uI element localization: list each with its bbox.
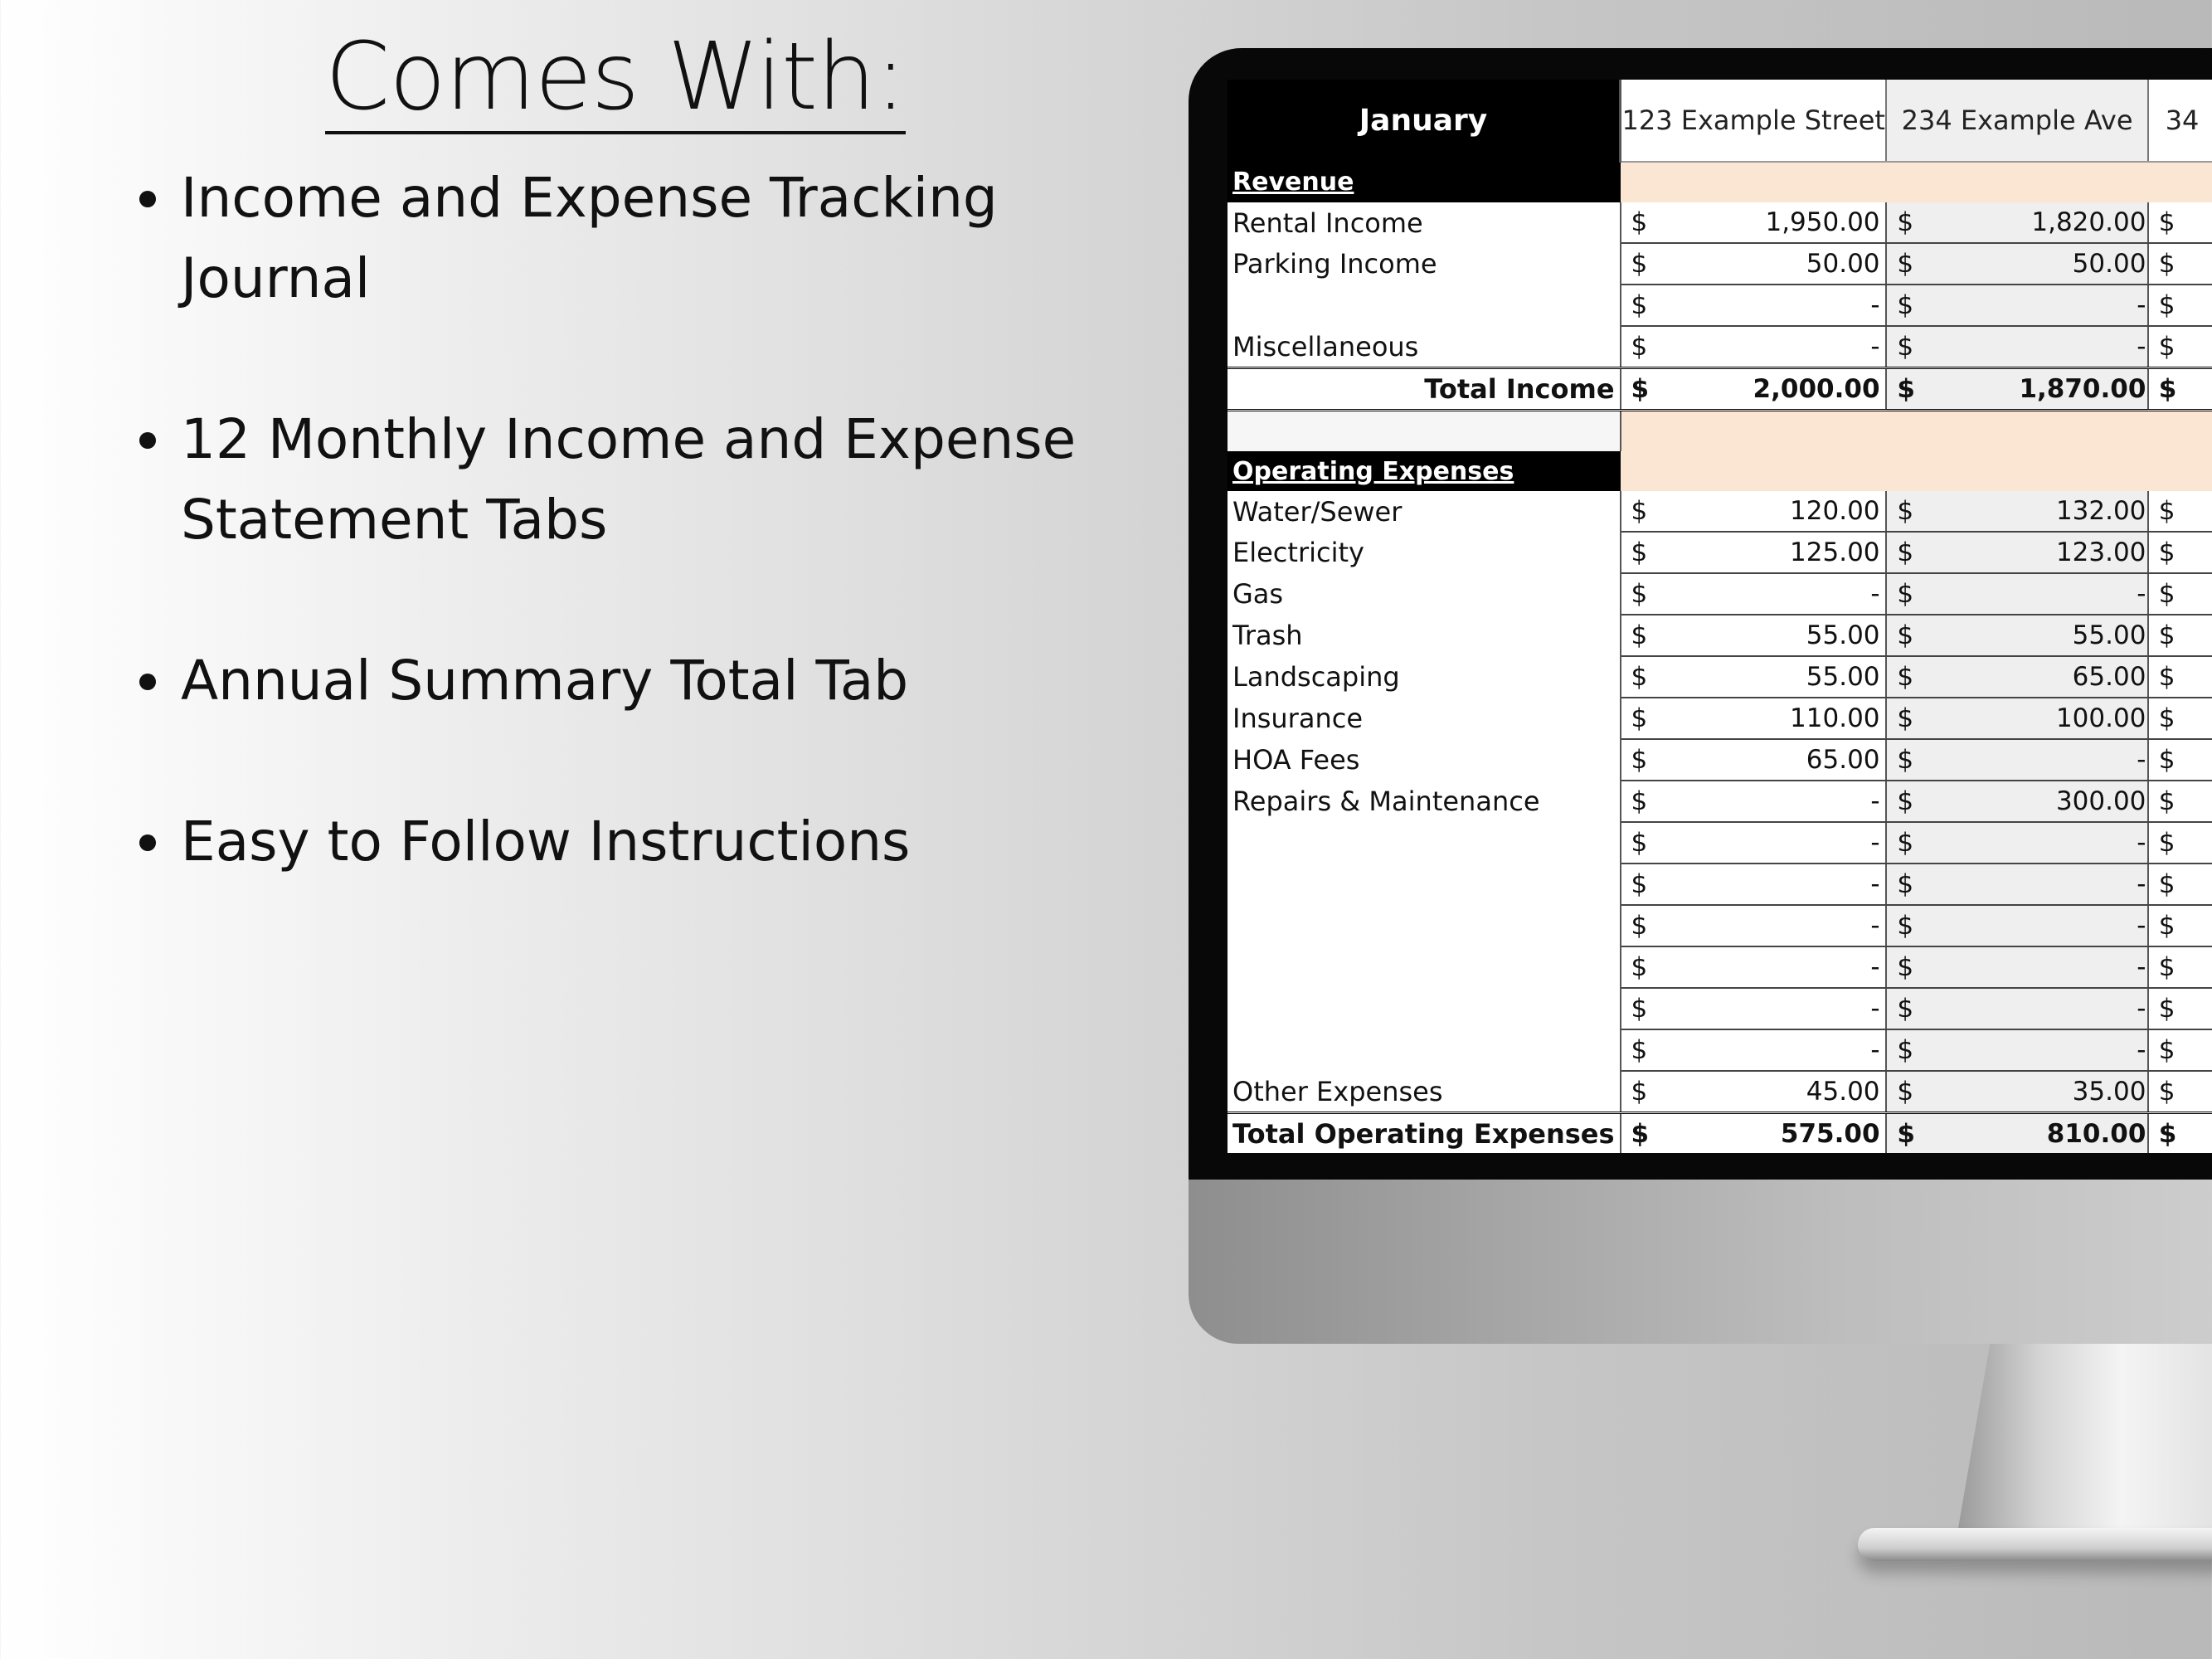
- row-label[interactable]: Electricity: [1228, 532, 1621, 573]
- amount-cell[interactable]: [1886, 656, 2147, 698]
- amount-value: 132.00: [2055, 496, 2146, 526]
- row-label[interactable]: Insurance: [1228, 698, 1621, 739]
- amount-cell[interactable]: [1621, 656, 1887, 698]
- amount-cell[interactable]: [1886, 864, 2147, 905]
- table-row: [1228, 822, 2212, 864]
- currency-symbol: $: [1631, 745, 1648, 775]
- currency-symbol: $: [2158, 1119, 2177, 1149]
- amount-cell[interactable]: [1621, 864, 1887, 905]
- table-row: [1228, 1029, 2212, 1071]
- amount-cell[interactable]: [1886, 285, 2147, 326]
- section-title: Revenue: [1228, 162, 1621, 202]
- table-row: [1228, 946, 2212, 988]
- section-fill-cell: [1621, 162, 1887, 202]
- currency-symbol: $: [1631, 1035, 1648, 1065]
- currency-symbol: $: [1631, 332, 1648, 362]
- amount-value: 65.00: [1806, 745, 1880, 775]
- property-header[interactable]: 123 Example Street: [1621, 80, 1887, 162]
- currency-symbol: $: [2158, 496, 2176, 526]
- amount-value: -: [1870, 579, 1880, 609]
- amount-value: 110.00: [1790, 703, 1880, 733]
- amount-cell[interactable]: [1886, 1071, 2147, 1113]
- amount-cell[interactable]: [1886, 573, 2147, 615]
- row-label[interactable]: Repairs & Maintenance: [1228, 781, 1621, 822]
- amount-cell[interactable]: [2148, 698, 2212, 739]
- row-label[interactable]: [1228, 864, 1621, 905]
- total-label: Total Operating Expenses: [1228, 1113, 1621, 1154]
- amount-value: 810.00: [2046, 1119, 2146, 1149]
- amount-value: -: [1870, 332, 1880, 362]
- month-header[interactable]: January: [1228, 80, 1621, 162]
- amount-cell[interactable]: [2148, 946, 2212, 988]
- amount-cell[interactable]: [2148, 1113, 2212, 1154]
- total-row: [1228, 1113, 2212, 1154]
- amount-value: 1,950.00: [1765, 207, 1880, 237]
- income-expense-sheet: [1228, 80, 2212, 1153]
- spacer-cell: [1621, 411, 1887, 452]
- amount-value: 50.00: [2072, 249, 2146, 279]
- row-label[interactable]: Parking Income: [1228, 243, 1621, 285]
- amount-cell[interactable]: [1886, 1113, 2147, 1154]
- currency-symbol: $: [2158, 745, 2176, 775]
- amount-cell[interactable]: [1886, 326, 2147, 368]
- amount-value: 2,000.00: [1753, 374, 1880, 404]
- currency-symbol: $: [1897, 538, 1914, 567]
- amount-cell[interactable]: [1886, 368, 2147, 411]
- table-row: [1228, 573, 2212, 615]
- amount-cell[interactable]: [1621, 368, 1887, 411]
- amount-cell[interactable]: [2148, 368, 2212, 411]
- amount-cell[interactable]: [2148, 615, 2212, 656]
- currency-symbol: $: [1631, 374, 1650, 404]
- row-label[interactable]: [1228, 1029, 1621, 1071]
- amount-cell[interactable]: [1621, 781, 1887, 822]
- currency-symbol: $: [1631, 1119, 1650, 1149]
- amount-value: 45.00: [1806, 1077, 1880, 1107]
- amount-cell[interactable]: [1621, 243, 1887, 285]
- currency-symbol: $: [1897, 1119, 1915, 1149]
- amount-cell[interactable]: [1886, 905, 2147, 946]
- currency-symbol: $: [1897, 207, 1914, 237]
- currency-symbol: $: [2158, 538, 2176, 567]
- table-row: [1228, 532, 2212, 573]
- row-label[interactable]: Gas: [1228, 573, 1621, 615]
- currency-symbol: $: [1631, 538, 1648, 567]
- amount-cell[interactable]: [1886, 781, 2147, 822]
- section-fill-cell: [1886, 451, 2147, 491]
- currency-symbol: $: [1897, 745, 1914, 775]
- amount-value: -: [2137, 579, 2146, 609]
- amount-value: 1,820.00: [2031, 207, 2146, 237]
- amount-cell[interactable]: [2148, 656, 2212, 698]
- section-fill-cell: [2148, 162, 2212, 202]
- currency-symbol: $: [2158, 703, 2176, 733]
- table-row: [1228, 243, 2212, 285]
- amount-cell[interactable]: [2148, 781, 2212, 822]
- amount-value: 100.00: [2055, 703, 2146, 733]
- currency-symbol: $: [2158, 332, 2176, 362]
- spacer-row: [1228, 411, 2212, 452]
- amount-cell[interactable]: [1886, 698, 2147, 739]
- currency-symbol: $: [1631, 496, 1648, 526]
- currency-symbol: $: [1897, 249, 1914, 279]
- currency-symbol: $: [1897, 620, 1914, 650]
- amount-cell[interactable]: [1886, 615, 2147, 656]
- currency-symbol: $: [2158, 1077, 2176, 1107]
- amount-value: -: [1870, 869, 1880, 899]
- amount-cell[interactable]: [1621, 1029, 1887, 1071]
- feature-list: [133, 158, 1159, 882]
- row-label[interactable]: HOA Fees: [1228, 739, 1621, 781]
- currency-symbol: $: [1897, 662, 1914, 692]
- amount-value: -: [2137, 332, 2146, 362]
- row-label[interactable]: Miscellaneous: [1228, 326, 1621, 368]
- amount-value: 300.00: [2055, 786, 2146, 816]
- amount-value: -: [1870, 952, 1880, 982]
- currency-symbol: $: [2158, 911, 2176, 941]
- amount-cell[interactable]: [1886, 491, 2147, 532]
- currency-symbol: $: [1631, 869, 1648, 899]
- currency-symbol: $: [1631, 786, 1648, 816]
- amount-value: 125.00: [1790, 538, 1880, 567]
- currency-symbol: $: [2158, 828, 2176, 858]
- total-row: [1228, 368, 2212, 411]
- amount-value: 55.00: [1806, 662, 1880, 692]
- feature-item: 12 Monthly Income and Expense Statement Tabs: [133, 399, 1159, 560]
- property-header[interactable]: 34: [2148, 80, 2212, 162]
- amount-cell[interactable]: [1621, 822, 1887, 864]
- monitor-stand-base: [1858, 1528, 2212, 1561]
- currency-symbol: $: [1631, 952, 1648, 982]
- table-row: [1228, 202, 2212, 243]
- row-label[interactable]: Other Expenses: [1228, 1071, 1621, 1113]
- spacer-cell: [1886, 411, 2147, 452]
- amount-cell[interactable]: [2148, 905, 2212, 946]
- row-label[interactable]: [1228, 822, 1621, 864]
- table-row: [1228, 1071, 2212, 1113]
- amount-cell[interactable]: [1621, 326, 1887, 368]
- property-header[interactable]: 234 Example Ave: [1886, 80, 2147, 162]
- amount-cell[interactable]: [2148, 864, 2212, 905]
- amount-cell[interactable]: [1886, 946, 2147, 988]
- currency-symbol: $: [1897, 911, 1914, 941]
- section-title: Operating Expenses: [1228, 451, 1621, 491]
- amount-cell[interactable]: [2148, 1029, 2212, 1071]
- table-row: [1228, 491, 2212, 532]
- currency-symbol: $: [2158, 952, 2176, 982]
- table-row: [1228, 988, 2212, 1029]
- currency-symbol: $: [1631, 911, 1648, 941]
- amount-value: -: [1870, 290, 1880, 320]
- amount-cell[interactable]: [1886, 202, 2147, 243]
- table-row: [1228, 285, 2212, 326]
- currency-symbol: $: [1897, 579, 1914, 609]
- amount-value: -: [1870, 786, 1880, 816]
- amount-cell[interactable]: [1886, 739, 2147, 781]
- currency-symbol: $: [1631, 1077, 1648, 1107]
- currency-symbol: $: [1631, 828, 1648, 858]
- table-row: [1228, 656, 2212, 698]
- page-title: Comes With:: [325, 23, 906, 134]
- section-fill-cell: [1886, 162, 2147, 202]
- row-label[interactable]: Rental Income: [1228, 202, 1621, 243]
- table-row: [1228, 739, 2212, 781]
- row-label[interactable]: [1228, 285, 1621, 326]
- amount-value: -: [2137, 828, 2146, 858]
- amount-value: 65.00: [2072, 662, 2146, 692]
- row-label[interactable]: Landscaping: [1228, 656, 1621, 698]
- currency-symbol: $: [1897, 496, 1914, 526]
- amount-cell[interactable]: [1621, 988, 1887, 1029]
- currency-symbol: $: [1631, 994, 1648, 1024]
- amount-cell[interactable]: [1621, 573, 1887, 615]
- row-label[interactable]: [1228, 946, 1621, 988]
- amount-cell[interactable]: [1886, 532, 2147, 573]
- currency-symbol: $: [1631, 620, 1648, 650]
- currency-symbol: $: [2158, 1035, 2176, 1065]
- currency-symbol: $: [2158, 207, 2176, 237]
- amount-cell[interactable]: [2148, 739, 2212, 781]
- monitor-chin: [1189, 1180, 2212, 1344]
- amount-value: -: [1870, 911, 1880, 941]
- row-label[interactable]: Trash: [1228, 615, 1621, 656]
- feature-item: Income and Expense Tracking Journal: [133, 158, 1159, 319]
- currency-symbol: $: [1631, 662, 1648, 692]
- amount-value: -: [1870, 1035, 1880, 1065]
- table-row: [1228, 864, 2212, 905]
- amount-cell[interactable]: [1621, 615, 1887, 656]
- amount-cell[interactable]: [1886, 822, 2147, 864]
- currency-symbol: $: [1897, 1077, 1914, 1107]
- amount-cell[interactable]: [1621, 698, 1887, 739]
- amount-value: -: [2137, 994, 2146, 1024]
- currency-symbol: $: [1631, 249, 1648, 279]
- amount-value: -: [2137, 911, 2146, 941]
- currency-symbol: $: [1897, 786, 1914, 816]
- currency-symbol: $: [1897, 994, 1914, 1024]
- amount-cell[interactable]: [2148, 491, 2212, 532]
- currency-symbol: $: [2158, 374, 2177, 404]
- amount-cell[interactable]: [1621, 946, 1887, 988]
- amount-cell[interactable]: [1621, 285, 1887, 326]
- section-header-row: [1228, 162, 2212, 202]
- amount-cell[interactable]: [2148, 243, 2212, 285]
- total-label: Total Income: [1228, 368, 1621, 411]
- row-label[interactable]: [1228, 905, 1621, 946]
- amount-cell[interactable]: [2148, 326, 2212, 368]
- amount-cell[interactable]: [2148, 202, 2212, 243]
- table-row: [1228, 326, 2212, 368]
- section-fill-cell: [2148, 451, 2212, 491]
- currency-symbol: $: [1897, 290, 1914, 320]
- currency-symbol: $: [2158, 579, 2176, 609]
- currency-symbol: $: [2158, 662, 2176, 692]
- amount-value: 1,870.00: [2019, 374, 2146, 404]
- currency-symbol: $: [2158, 869, 2176, 899]
- table-row: [1228, 698, 2212, 739]
- amount-cell[interactable]: [2148, 822, 2212, 864]
- section-fill-cell: [1621, 451, 1887, 491]
- amount-value: 120.00: [1790, 496, 1880, 526]
- amount-value: -: [1870, 828, 1880, 858]
- currency-symbol: $: [1897, 374, 1915, 404]
- amount-cell[interactable]: [1621, 739, 1887, 781]
- amount-cell[interactable]: [2148, 532, 2212, 573]
- spacer-cell: [1228, 411, 1621, 452]
- monitor-stand-neck: [1957, 1342, 2212, 1533]
- currency-symbol: $: [1897, 869, 1914, 899]
- amount-cell[interactable]: [1621, 532, 1887, 573]
- currency-symbol: $: [1631, 207, 1648, 237]
- table-row: [1228, 781, 2212, 822]
- currency-symbol: $: [1897, 828, 1914, 858]
- amount-cell[interactable]: [1886, 1029, 2147, 1071]
- amount-cell[interactable]: [1886, 988, 2147, 1029]
- currency-symbol: $: [2158, 290, 2176, 320]
- row-label[interactable]: [1228, 988, 1621, 1029]
- amount-cell[interactable]: [2148, 1071, 2212, 1113]
- currency-symbol: $: [1897, 332, 1914, 362]
- currency-symbol: $: [1631, 579, 1648, 609]
- amount-value: -: [1870, 994, 1880, 1024]
- amount-value: 55.00: [2072, 620, 2146, 650]
- feature-item: Annual Summary Total Tab: [133, 640, 1159, 721]
- currency-symbol: $: [2158, 620, 2176, 650]
- currency-symbol: $: [2158, 994, 2176, 1024]
- amount-value: 123.00: [2055, 538, 2146, 567]
- currency-symbol: $: [2158, 249, 2176, 279]
- section-header-row: [1228, 451, 2212, 491]
- spreadsheet-screen: [1228, 80, 2212, 1153]
- table-row: [1228, 905, 2212, 946]
- header-row: [1228, 80, 2212, 162]
- currency-symbol: $: [2158, 786, 2176, 816]
- feature-item: Easy to Follow Instructions: [133, 801, 1159, 882]
- amount-value: -: [2137, 290, 2146, 320]
- amount-cell[interactable]: [1621, 905, 1887, 946]
- currency-symbol: $: [1897, 1035, 1914, 1065]
- spacer-cell: [2148, 411, 2212, 452]
- amount-value: 575.00: [1780, 1119, 1880, 1149]
- amount-value: 50.00: [1806, 249, 1880, 279]
- amount-value: 35.00: [2072, 1077, 2146, 1107]
- amount-cell[interactable]: [2148, 988, 2212, 1029]
- amount-cell[interactable]: [1621, 491, 1887, 532]
- amount-value: -: [2137, 869, 2146, 899]
- amount-cell[interactable]: [2148, 285, 2212, 326]
- amount-cell[interactable]: [2148, 573, 2212, 615]
- amount-value: 55.00: [1806, 620, 1880, 650]
- amount-value: -: [2137, 1035, 2146, 1065]
- currency-symbol: $: [1631, 703, 1648, 733]
- table-row: [1228, 615, 2212, 656]
- currency-symbol: $: [1631, 290, 1648, 320]
- amount-cell[interactable]: [1621, 202, 1887, 243]
- row-label[interactable]: Water/Sewer: [1228, 491, 1621, 532]
- amount-value: -: [2137, 745, 2146, 775]
- amount-cell[interactable]: [1886, 243, 2147, 285]
- amount-cell[interactable]: [1621, 1071, 1887, 1113]
- currency-symbol: $: [1897, 703, 1914, 733]
- amount-cell[interactable]: [1621, 1113, 1887, 1154]
- amount-value: -: [2137, 952, 2146, 982]
- currency-symbol: $: [1897, 952, 1914, 982]
